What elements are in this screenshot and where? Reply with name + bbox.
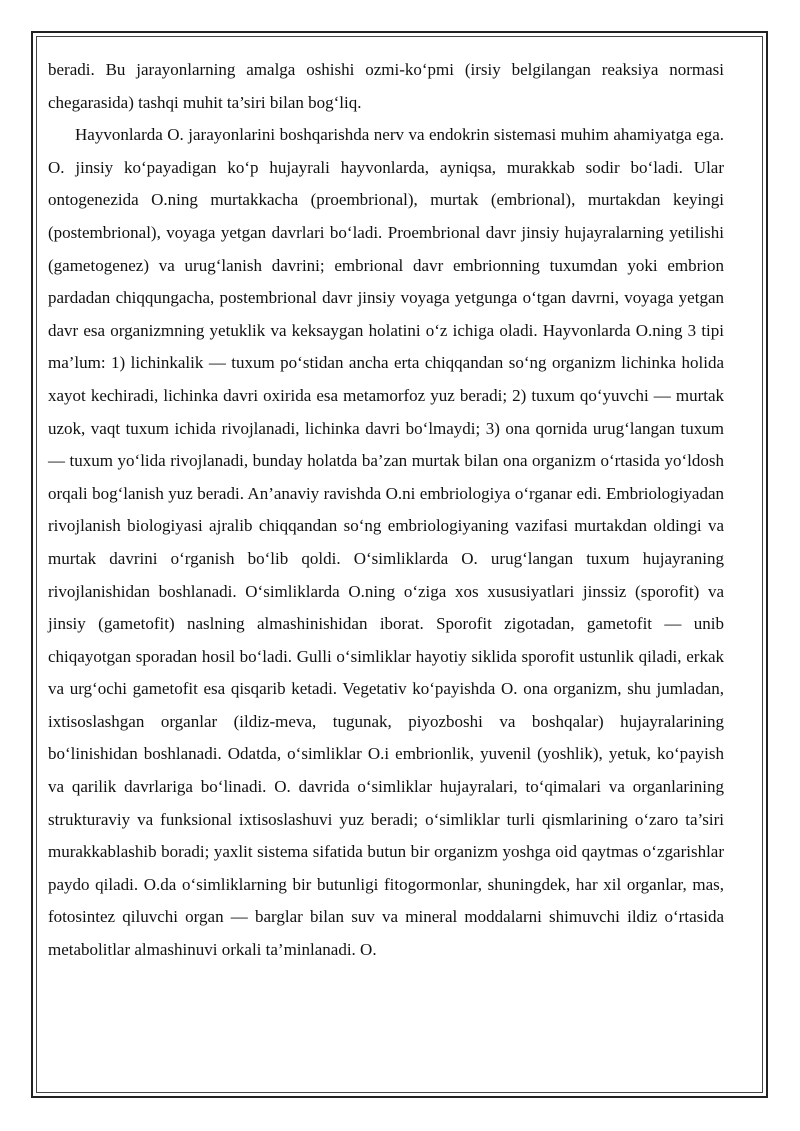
document-body bbox=[48, 54, 724, 967]
paragraph-main: Hayvonlarda O. jarayonlarini boshqarishda nerv va endokrin sistemasi muhim ahamiyatga ega. O. jinsiy ko‘payadigan ko‘p hujayrali hayvonlarda, ayniqsa, murakkab sodir bo‘ladi. Ular ontogenezida O.ning murtakkacha (proembrional), murtak (embrional), murtakdan keyingi (postembrional), voyaga yetgan davrlari bo‘ladi. Proembrional davr jinsiy hujayralarning yetilishi (gametogenez) va urug‘lanish davrini; embrional davr embrionning tuxumdan yoki embrion pardadan chiqqungacha, postembrional davr jinsiy voyaga yetgunga o‘tgan davrni, voyaga yetgan davr esa organizmning yetuklik va keksaygan holatini o‘z ichiga oladi. Hayvonlarda O.ning 3 tipi ma’lum: 1) lichinkalik — tuxum po‘stidan ancha erta chiqqandan so‘ng organizm lichinka holida xayot kechiradi, lichinka davri oxirida esa metamorfoz yuz beradi; 2) tuxum qo‘yuvchi — murtak uzok, vaqt tuxum ichida rivojlanadi, lichinka davri bo‘lmaydi; 3) ona qornida urug‘langan tuxum — tuxum yo‘lida rivojlanadi, bunday holatda ba’zan murtak bilan ona organizm o‘rtasida yo‘ldosh orqali bog‘lanish yuz beradi. An’anaviy ravishda O.ni embriologiya o‘rganar edi. Embriologiyadan rivojlanish biologiyasi ajralib chiqqandan so‘ng embriologiyaning vazifasi murtakdan oldingi va murtak davrini o‘rganish bo‘lib qoldi. O‘simliklarda O. urug‘langan tuxum hujayraning rivojlanishidan boshlanadi. O‘simliklarda O.ning o‘ziga xos xususiyatlari jinssiz (sporofit) va jinsiy (gametofit) naslning almashinishidan iborat. Sporofit zigotadan, gametofit — unib chiqayotgan sporadan hosil bo‘ladi. Gulli o‘simliklar hayotiy siklida sporofit ustunlik qiladi, erkak va urg‘ochi gametofit esa qisqarib ketadi. Vegetativ ko‘payishda O. ona organizm, shu jumladan, ixtisoslashgan organlar (ildiz-meva, tugunak, piyozboshi va boshqalar) hujayralarining bo‘linishidan boshlanadi. Odatda, o‘simliklar O.i embrionlik, yuvenil (yoshlik), yetuk, ko‘payish va qarilik davrlariga bo‘linadi. O. davrida o‘simliklar hujayralari, to‘qimalari va organlarining strukturaviy va funksional ixtisoslashuvi yuz beradi; o‘simliklar turli qismlarining o‘zaro ta’siri murakkablashib boradi; yaxlit sistema sifatida butun bir organizm yoshga oid qaytmas o‘zgarishlar paydo qiladi. O.da o‘simliklarning bir butunligi fitogormonlar, shuningdek, har xil organlar, mas, fotosintez qiluvchi organ — barglar bilan suv va mineral moddalarni shimuvchi ildiz o‘rtasida metabolitlar almashinuvi orkali ta’minlanadi. O. bbox=[48, 125, 724, 960]
paragraph-continuation: beradi. Bu jarayonlarning amalga oshishi ozmi-ko‘pmi (irsiy belgilangan reaksiya normasi chegarasida) tashqi muhit ta’siri bilan bog‘liq. bbox=[48, 60, 724, 112]
